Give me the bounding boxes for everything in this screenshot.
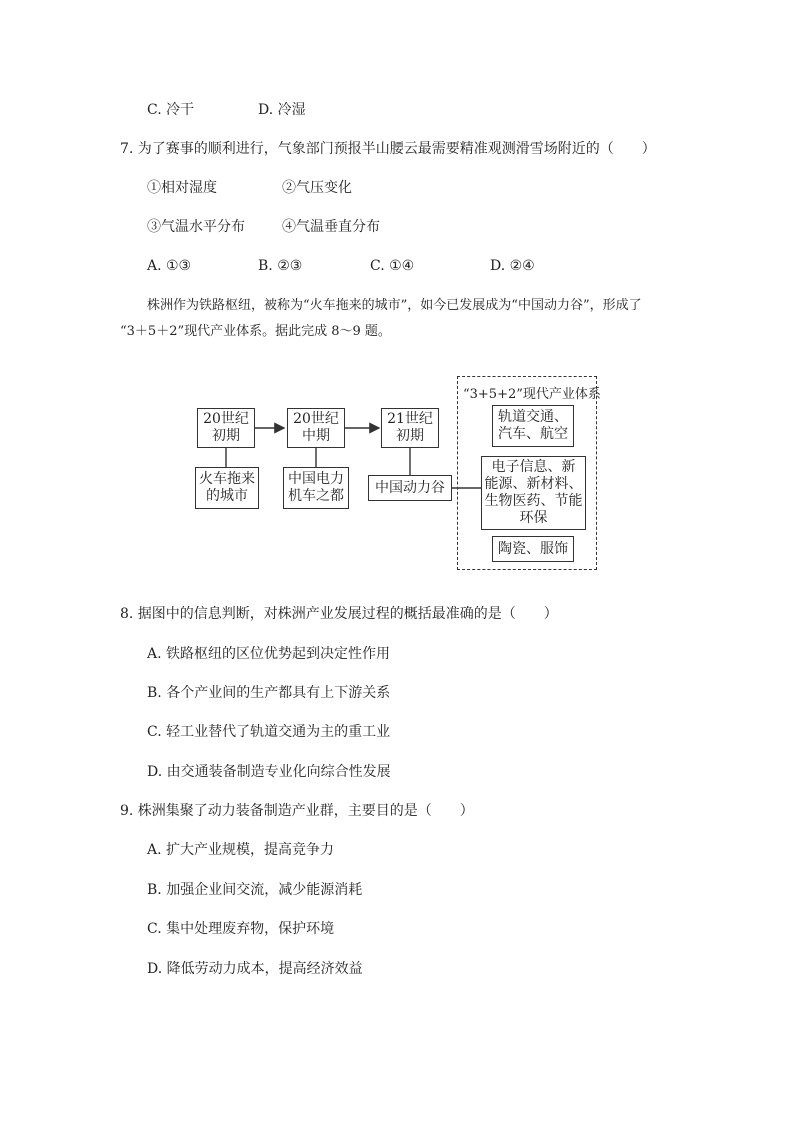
industry-label: 轨道交通、 <box>498 409 568 425</box>
q7-option-d: D. ②④ <box>490 258 535 274</box>
q7-item-2: ②气压变化 <box>282 180 352 196</box>
name-box-train-city <box>195 467 259 509</box>
industry-label: 汽车、航空 <box>498 426 568 442</box>
period-label: 初期 <box>211 428 240 444</box>
q7-stem: 7. 为了赛事的顺利进行，气象部门预报半山腰云最需要精准观测滑雪场附近的（ ） <box>120 141 656 157</box>
period-box-20th-mid <box>287 408 345 448</box>
name-label: 中国动力谷 <box>375 479 445 496</box>
industry-box-3 <box>492 405 574 447</box>
q8-option-b: B. 各个产业间的生产都具有上下游关系 <box>147 685 391 701</box>
period-box-20th-early <box>197 408 255 448</box>
industry-label: 环保 <box>519 510 548 526</box>
q8-option-d: D. 由交通装备制造专业化向综合性发展 <box>147 764 391 780</box>
q7-item-3: ③气温水平分布 <box>147 219 245 235</box>
q6-option-c: C. 冷干 <box>147 102 195 118</box>
period-label: 20世纪 <box>203 411 249 427</box>
industry-label: 电子信息、新 <box>491 459 576 475</box>
q8-option-c: C. 轻工业替代了轨道交通为主的重工业 <box>147 724 391 740</box>
period-label: 20世纪 <box>293 411 339 427</box>
q8-stem: 8. 据图中的信息判断，对株洲产业发展过程的概括最准确的是（ ） <box>120 606 558 622</box>
name-box-locomotive-capital <box>283 467 349 509</box>
name-label: 机车之都 <box>288 488 344 504</box>
industry-box-2 <box>492 536 574 562</box>
period-label: 初期 <box>395 428 424 444</box>
industry-box-5 <box>481 456 586 530</box>
q9-option-d: D. 降低劳动力成本，提高经济效益 <box>147 961 363 977</box>
q7-item-1: ①相对湿度 <box>147 180 217 196</box>
period-label: 21世纪 <box>387 411 433 427</box>
q9-option-c: C. 集中处理废弃物，保护环境 <box>147 921 335 937</box>
period-box-21st-early <box>381 408 439 448</box>
name-label: 的城市 <box>206 488 248 504</box>
industry-label: 生物医药、节能 <box>484 493 583 509</box>
q7-option-b: B. ②③ <box>258 258 303 274</box>
industry-label: 能源、新材料、 <box>484 476 583 492</box>
q8-option-a: A. 铁路枢纽的区位优势起到决定性作用 <box>147 646 391 662</box>
q6-option-d: D. 冷湿 <box>258 102 306 118</box>
period-label: 中期 <box>301 428 330 444</box>
q7-item-4: ④气温垂直分布 <box>282 219 380 235</box>
q9-option-a: A. 扩大产业规模，提高竞争力 <box>147 842 335 858</box>
name-box-power-valley <box>368 475 452 501</box>
q9-option-b: B. 加强企业间交流，减少能源消耗 <box>147 882 363 898</box>
q7-option-c: C. ①④ <box>370 258 415 274</box>
intro-line-2: “3＋5＋2”现代产业体系。据此完成 8～9 题。 <box>120 324 391 339</box>
name-label: 中国电力 <box>288 471 344 487</box>
industry-system-title: “3+5+2”现代产业体系 <box>463 387 601 402</box>
q9-stem: 9. 株洲集聚了动力装备制造产业群，主要目的是（ ） <box>120 803 474 819</box>
name-label: 火车拖来 <box>199 471 255 487</box>
industry-label: 陶瓷、服饰 <box>498 540 568 557</box>
q7-option-a: A. ①③ <box>147 258 192 274</box>
intro-line-1: 株洲作为铁路枢纽，被称为“火车拖来的城市”，如今已发展成为“中国动力谷”，形成了 <box>147 298 642 313</box>
